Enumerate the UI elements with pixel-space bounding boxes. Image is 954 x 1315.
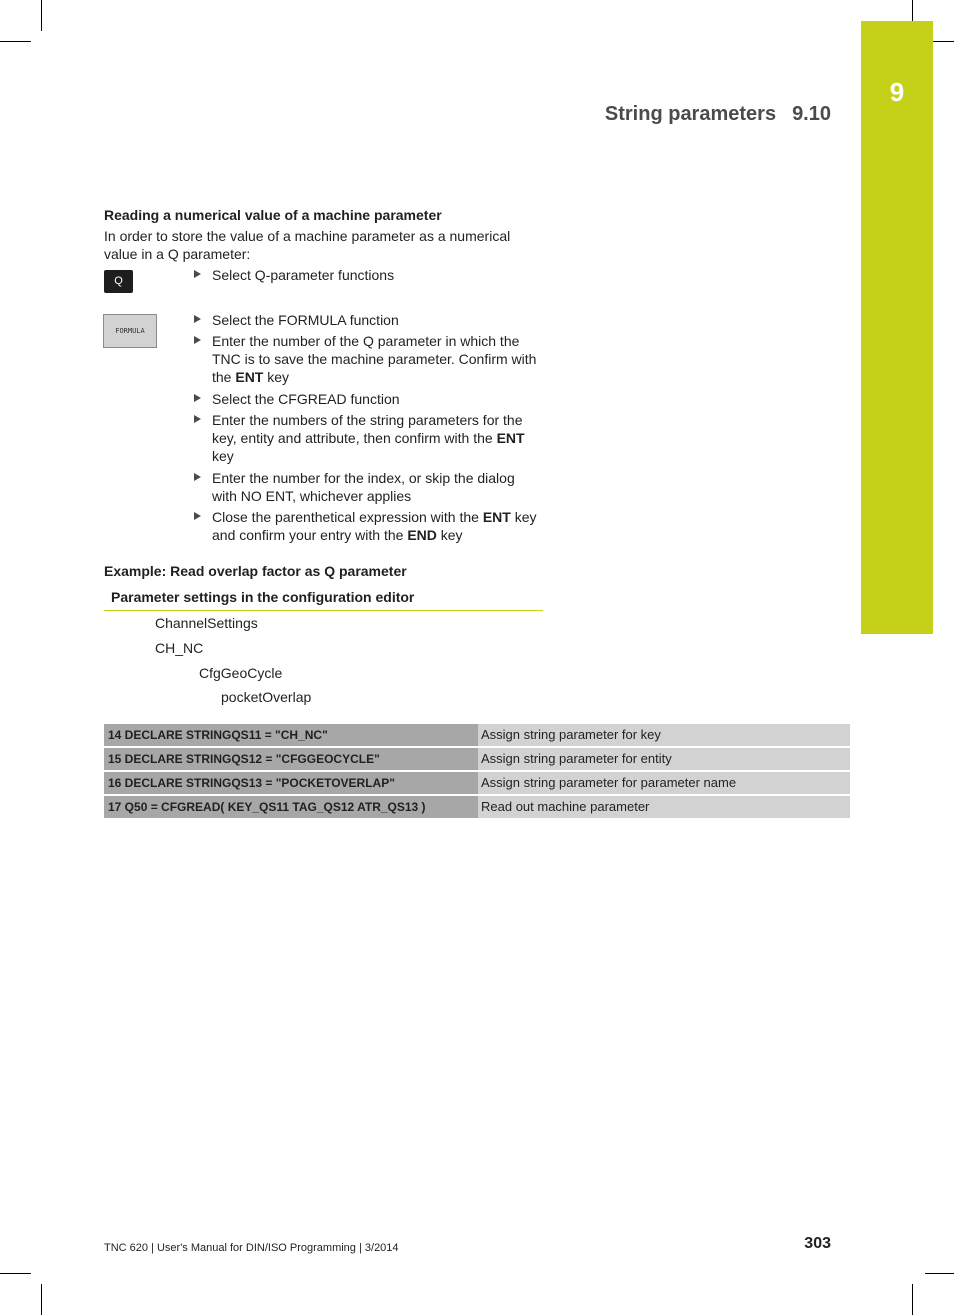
bullet-arrow-icon [194, 512, 201, 520]
comment-cell: Assign string parameter for key [478, 724, 850, 746]
q-key-icon: Q [104, 270, 133, 293]
crop-mark [912, 1284, 913, 1315]
example-heading: Example: Read overlap factor as Q parameter [104, 563, 407, 579]
bullet-arrow-icon [194, 336, 201, 344]
config-item: CfgGeoCycle [199, 665, 283, 681]
crop-mark [41, 0, 42, 31]
crop-mark [925, 1273, 954, 1274]
crop-mark [0, 1273, 31, 1274]
table-row [104, 748, 850, 770]
table-row [104, 772, 850, 794]
bullet-arrow-icon [194, 394, 201, 402]
config-item: CH_NC [155, 640, 204, 656]
config-item: pocketOverlap [221, 689, 312, 705]
formula-softkey-icon: FORMULA [103, 314, 157, 348]
code-cell: 15 DECLARE STRINGQS12 = "CFGGEOCYCLE" [104, 748, 480, 770]
code-cell: 16 DECLARE STRINGQS13 = "POCKETOVERLAP" [104, 772, 480, 794]
bullet-arrow-icon [194, 315, 201, 323]
crop-mark [41, 1284, 42, 1315]
crop-mark [0, 41, 31, 42]
intro-paragraph: In order to store the value of a machine parameter as a numerical value in a Q parameter: [104, 228, 511, 262]
bullet-arrow-icon [194, 270, 201, 278]
code-cell: 17 Q50 = CFGREAD( KEY_QS11 TAG_QS12 ATR_QS13 ) [104, 796, 480, 818]
header-title: String parameters [604, 103, 777, 125]
crop-mark [933, 41, 954, 42]
page-number: 303 [804, 1235, 831, 1252]
bullet-arrow-icon [194, 473, 201, 481]
config-table-header: Parameter settings in the configuration editor [104, 587, 543, 611]
crop-mark [912, 0, 913, 21]
comment-cell: Read out machine parameter [478, 796, 850, 818]
chapter-tab [861, 21, 933, 634]
comment-cell: Assign string parameter for parameter name [478, 772, 850, 794]
config-item: ChannelSettings [155, 615, 258, 631]
bullet-arrow-icon [194, 415, 201, 423]
footer-text: TNC 620 | User's Manual for DIN/ISO Programming | 3/2014 [104, 1242, 399, 1254]
page-header [560, 103, 831, 126]
header-section-number: 9.10 [792, 103, 831, 125]
comment-cell: Assign string parameter for entity [478, 748, 850, 770]
table-row [104, 724, 850, 746]
code-cell: 14 DECLARE STRINGQS11 = "CH_NC" [104, 724, 480, 746]
chapter-number: 9 [889, 77, 905, 107]
table-row [104, 796, 850, 818]
section-heading: Reading a numerical value of a machine parameter [104, 207, 442, 223]
